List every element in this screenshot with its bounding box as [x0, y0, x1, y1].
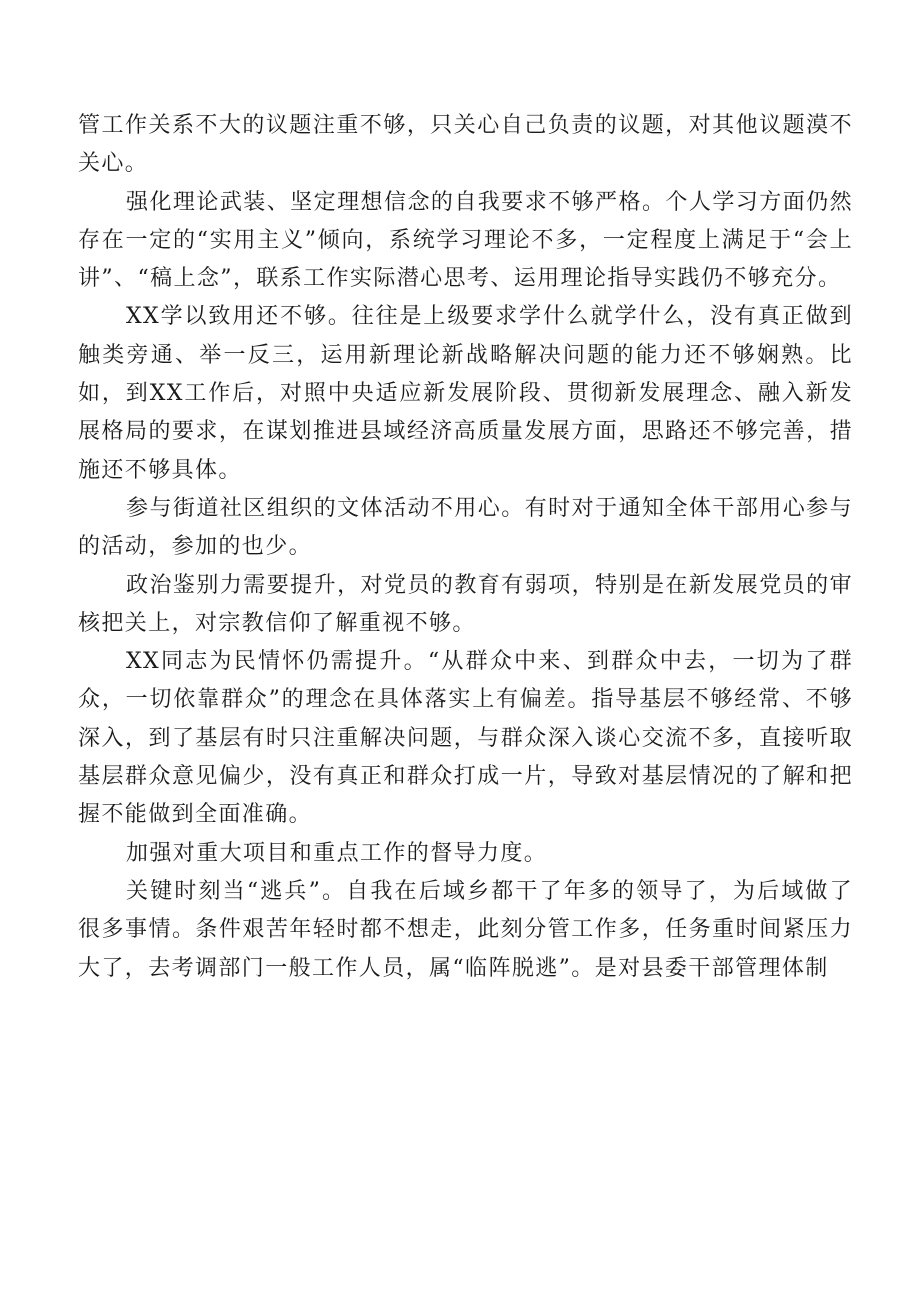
paragraph-supervision: 加强对重大项目和重点工作的督导力度。: [126, 840, 548, 866]
paragraph-people-sentiment: XX同志为民情怀仍需提升。“从群众中来、到群众中去，一切为了群众，一切依靠群众”的理念在具体落实上有偏差。指导基层不够经常、不够深入，到了基层有时只注重解决问题，与群众深入谈心交流不多，直接听取基层群众意见偏少，没有真正和群众打成一片，导致对基层情况的了解和把握不能做到全面准确。: [78, 649, 853, 828]
paragraph-continuation: 管工作关系不大的议题注重不够，只关心自己负责的议题，对其他议题漠不关心。: [78, 113, 853, 177]
paragraph-critical-moment: 关键时刻当“逃兵”。自我在后域乡都干了年多的领导了，为后域做了很多事情。条件艰苦年轻时都不想走，此刻分管工作多，任务重时间紧压力大了，去考调部门一般工作人员，属“临阵脱逃”。是对县委干部管理体制: [78, 878, 853, 981]
document-body: [78, 107, 853, 988]
paragraph-community-activities: 参与街道社区组织的文体活动不用心。有时对于通知全体干部用心参与的活动，参加的也少。: [78, 495, 853, 560]
paragraph-political-discernment: 政治鉴别力需要提升，对党员的教育有弱项，特别是在新发展党员的审核把关上，对宗教信仰了解重视不够。: [78, 572, 853, 636]
paragraph-theory-study: 强化理论武装、坚定理想信念的自我要求不够严格。个人学习方面仍然存在一定的“实用主义”倾向，系统学习理论不多，一定程度上满足于“会上讲”、“稿上念”，联系工作实际潜心思考、运用理论指导实践仍不够充分。: [78, 189, 853, 292]
paragraph-application: XX学以致用还不够。往往是上级要求学什么就学什么，没有真正做到触类旁通、举一反三，运用新理论新战略解决问题的能力还不够娴熟。比如，到XX工作后，对照中央适应新发展阶段、贯彻新发展理念、融入新发展格局的要求，在谋划推进县域经济高质量发展方面，思路还不够完善，措施还不够具体。: [78, 304, 853, 483]
